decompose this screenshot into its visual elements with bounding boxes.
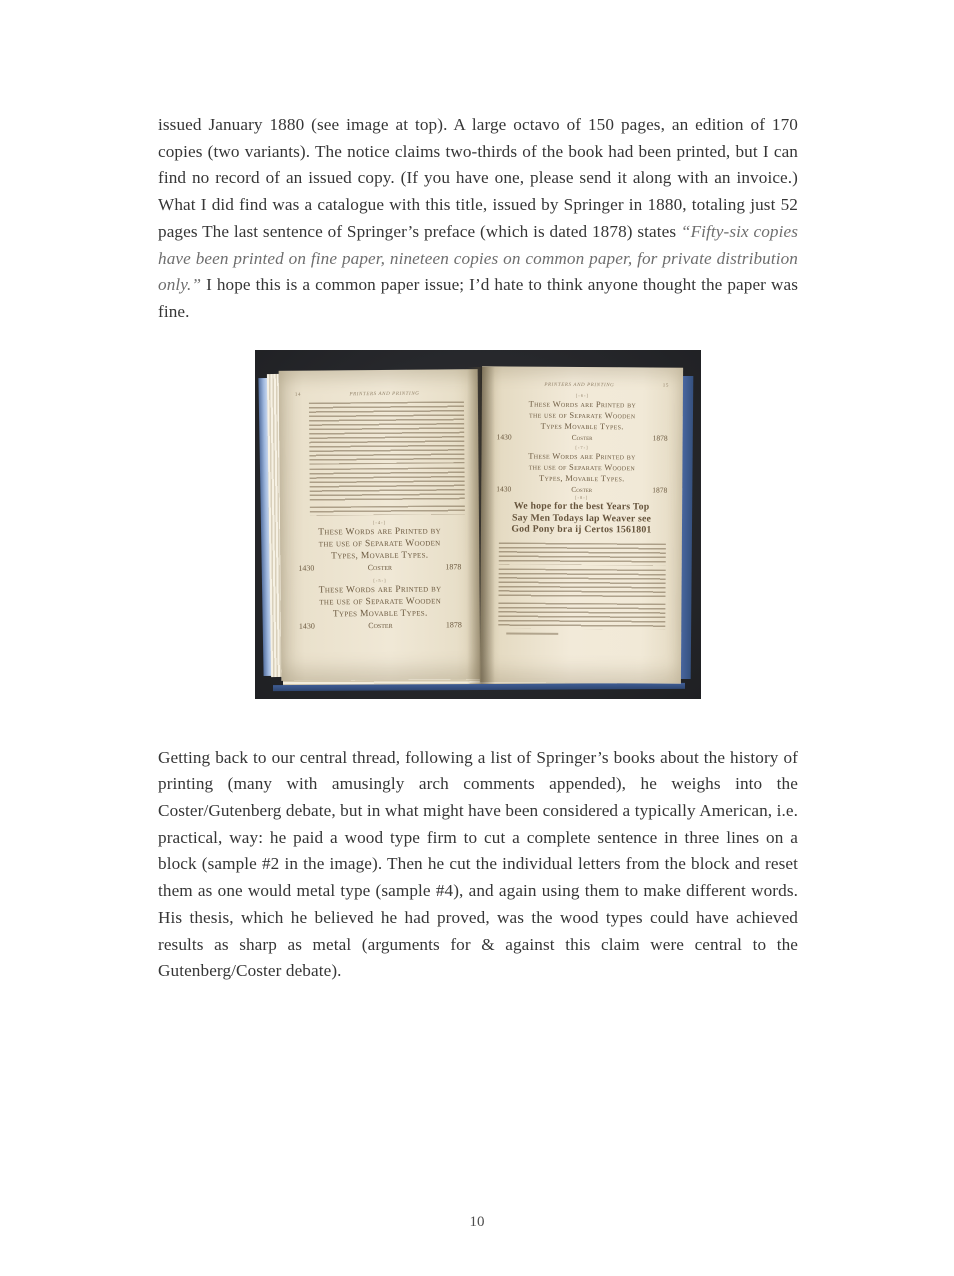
- caption-name: Coster: [571, 484, 593, 494]
- sample-7-caption: [487, 483, 676, 495]
- caption-year-left: 1430: [298, 563, 315, 573]
- book-left-page: [279, 369, 481, 681]
- caption-name: Coster: [571, 432, 593, 442]
- sample-4-line: Types, Movable Types.: [331, 550, 429, 562]
- caption-year-left: 1430: [496, 484, 512, 494]
- sample-4-marker: [-4-]: [372, 519, 387, 525]
- sample-8-line: We hope for the best Years Top: [513, 500, 650, 513]
- book-gutter-shadow: [467, 367, 495, 684]
- sample-8-line: Say Men Todays lap Weaver see: [511, 511, 652, 524]
- dense-text-block: [310, 505, 465, 515]
- sample-7-line: the use of Separate Wooden: [528, 461, 636, 472]
- dense-text-block: [310, 467, 465, 502]
- sample-7-line: These Words are Printed by: [528, 450, 636, 462]
- book-photo: [255, 350, 701, 699]
- sample-7-marker: [-7-]: [575, 444, 589, 450]
- sample-8-line: God Pony bra ij Certos 1561801: [511, 523, 652, 536]
- caption-year-left: 1430: [298, 621, 315, 631]
- sample-4-line: the use of Separate Wooden: [318, 538, 441, 550]
- sample-5-marker: [-5-]: [373, 577, 387, 583]
- sample-5-line: Types Movable Types.: [332, 608, 428, 620]
- sample-6-caption: [488, 431, 677, 443]
- paragraph-1: [158, 112, 798, 326]
- left-running-head: [295, 391, 468, 398]
- sample-6-line: Types Movable Types.: [540, 420, 624, 431]
- dense-date-line: [506, 632, 558, 634]
- paragraph-1-continuation: I hope this is a common paper issue; I’d hate to think anyone thought the paper was fine.: [158, 275, 798, 321]
- dense-text-block: [499, 542, 666, 565]
- right-running-head: [496, 382, 669, 388]
- page-number: 10: [469, 1214, 485, 1230]
- sample-8-marker: [-8-]: [575, 494, 589, 500]
- type-sample-5: [286, 577, 473, 632]
- paragraph-1-text: issued January 1880 (see image at top). A large octavo of 150 pages, an edition of 170 copies (two variants). The notice claims two-thirds of the book had been printed, but I can find no record of an issued copy. (If you have one, please send it along with an invoice.) What I did find was a catalogue with this title, issued by Springer in 1880, totaling just 52 pages The last sentence of Springer’s preface (which is dated 1878) states: [158, 115, 798, 241]
- sample-4-line: These Words are Printed by: [318, 526, 441, 538]
- sample-4-caption: [286, 561, 473, 574]
- type-sample-7: [487, 444, 676, 495]
- left-page-number: 14: [294, 392, 302, 398]
- left-running-head-title: PRINTERS AND PRINTING: [349, 391, 420, 397]
- sample-6-line: the use of Separate Wooden: [529, 409, 636, 420]
- type-sample-6: [488, 392, 677, 443]
- sample-5-caption: [287, 619, 474, 632]
- sample-5-line: the use of Separate Wooden: [319, 596, 442, 608]
- caption-year-right: 1878: [445, 561, 462, 572]
- sample-6-line: These Words are Printed by: [528, 398, 637, 410]
- dense-text-block: [498, 568, 665, 599]
- caption-year-right: 1878: [652, 485, 668, 495]
- caption-year-right: 1878: [445, 619, 462, 630]
- caption-year-right: 1878: [652, 433, 668, 443]
- type-sample-4: [286, 519, 473, 574]
- book-right-page: [480, 366, 683, 683]
- sample-5-line: These Words are Printed by: [318, 584, 442, 596]
- book-cover-bottom-edge: [273, 683, 685, 691]
- sample-6-marker: [-6-]: [575, 392, 590, 398]
- article-body: [158, 0, 798, 985]
- right-running-head-title: PRINTERS AND PRINTING: [544, 382, 615, 388]
- sample-7-line: Types, Movable Types.: [539, 472, 625, 483]
- preface-quote: “Fifty-six copies have been printed on fine paper, nineteen copies on common paper, for private distribution only.”: [158, 221, 799, 295]
- right-page-number: 15: [662, 383, 669, 389]
- caption-name: Coster: [367, 562, 393, 572]
- paragraph-2: Getting back to our central thread, following a list of Springer’s books about the history of printing (many with amusingly arch comments appended), he weighs into the Coster/Gutenberg debate, but in what might have been considered a typically American, i.e. practical, way: he paid a wood type firm to cut a complete sentence in three lines on a block (sample #2 in the image). Then he cut the individual letters from the block and reset them as one would metal type (sample #4), and again using them to make different words. His thesis, which he believed he had proved, was the wood types could have achieved results as sharp as metal (arguments for & against this claim were central to the Gutenberg/Coster debate).: [158, 747, 798, 981]
- dense-text-block: [309, 401, 465, 464]
- caption-name: Coster: [368, 620, 393, 630]
- dense-text-block: [498, 602, 665, 629]
- caption-year-left: 1430: [496, 432, 512, 442]
- type-sample-8: [487, 494, 676, 536]
